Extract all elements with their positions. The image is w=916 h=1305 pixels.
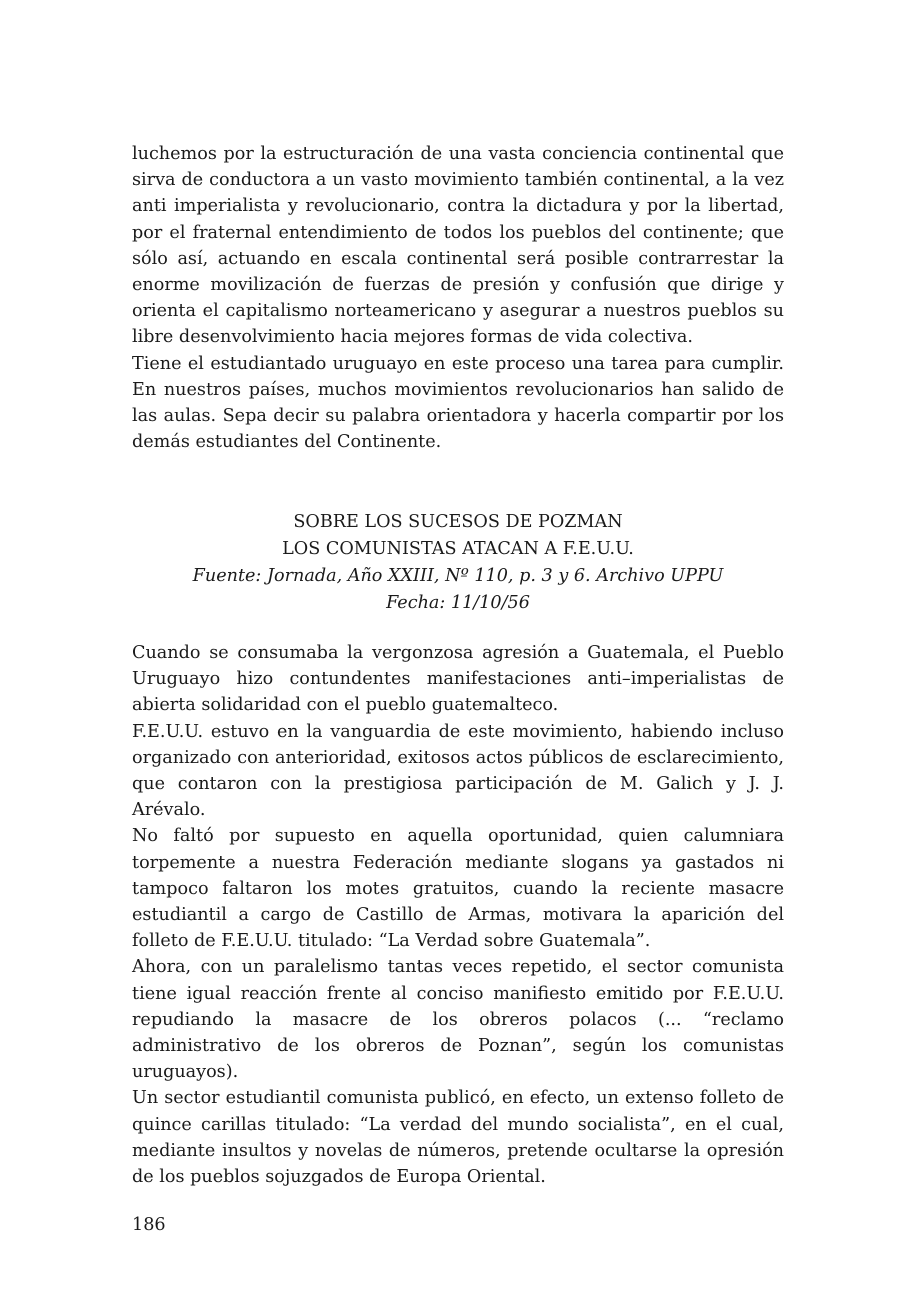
paragraph: Tiene el estudiantado uruguayo en este proceso una tarea para cumplir. En nuestros países, muchos movimientos revolucionarios han salido de las aulas. Sepa decir su palabra orientadora y hacerla compartir por los demás estudiantes del Continente. — [132, 353, 784, 453]
paragraph: No faltó por supuesto en aquella oportunidad, quien calumniara torpemente a nuestra Federación mediante slogans ya gastados ni tampoco faltaron los motes gratuitos, cuando la reciente masacre estudiantil a cargo de Castillo de Armas, motivara la aparición del folleto de F.E.U.U. titulado: “La Verdad sobre Guatemala”. — [132, 826, 784, 952]
section-heading — [132, 509, 784, 617]
bottom-text-block — [132, 640, 784, 1190]
heading-date: Fecha: 11/10/56 — [386, 593, 530, 613]
paragraph: Ahora, con un paralelismo tantas veces repetido, el sector comunista tiene igual reacción frente al conciso manifiesto emitido por F.E.U.U. repudiando la masacre de los obreros polacos (... “reclamo administrativo de los obreros de Poznan”, según los comunistas uruguayos). — [132, 957, 784, 1083]
heading-title-line-2: LOS COMUNISTAS ATACAN A F.E.U.U. — [282, 539, 634, 559]
paragraph: Cuando se consumaba la vergonzosa agresión a Guatemala, el Pueblo Uruguayo hizo contundentes manifestaciones anti–imperialistas de abierta solidaridad con el pueblo guatemalteco. — [132, 643, 784, 716]
heading-title-line-1: SOBRE LOS SUCESOS DE POZMAN — [293, 512, 623, 532]
top-text-block — [132, 141, 784, 455]
paragraph: F.E.U.U. estuvo en la vanguardia de este movimiento, habiendo incluso organizado con anterioridad, exitosos actos públicos de esclarecimiento, que contaron con la prestigiosa participación de M. Galich y J. J. Arévalo. — [132, 721, 784, 821]
paragraph: luchemos por la estructuración de una vasta conciencia continental que sirva de conductora a un vasto movimiento también continental, a la vez anti imperialista y revolucionario, contra la dictadura y por la libertad, por el fraternal entendimiento de todos los pueblos del continente; que sólo así, actuando en escala continental será posible contrarrestar la enorme movilización de fuerzas de presión y confusión que dirige y orienta el capitalismo norteamericano y asegurar a nuestros pueblos su libre desenvolvimiento hacia mejores formas de vida colectiva. — [132, 144, 784, 348]
paragraph: Un sector estudiantil comunista publicó, en efecto, un extenso folleto de quince carillas titulado: “La verdad del mundo socialista”, en el cual, mediante insultos y novelas de números, pretende ocultarse la opresión de los pueblos sojuzgados de Europa Oriental. — [132, 1088, 784, 1188]
page-number: 186 — [132, 1215, 166, 1235]
heading-source: Fuente: Jornada, Año XXIII, Nº 110, p. 3 y 6. Archivo UPPU — [192, 566, 724, 586]
